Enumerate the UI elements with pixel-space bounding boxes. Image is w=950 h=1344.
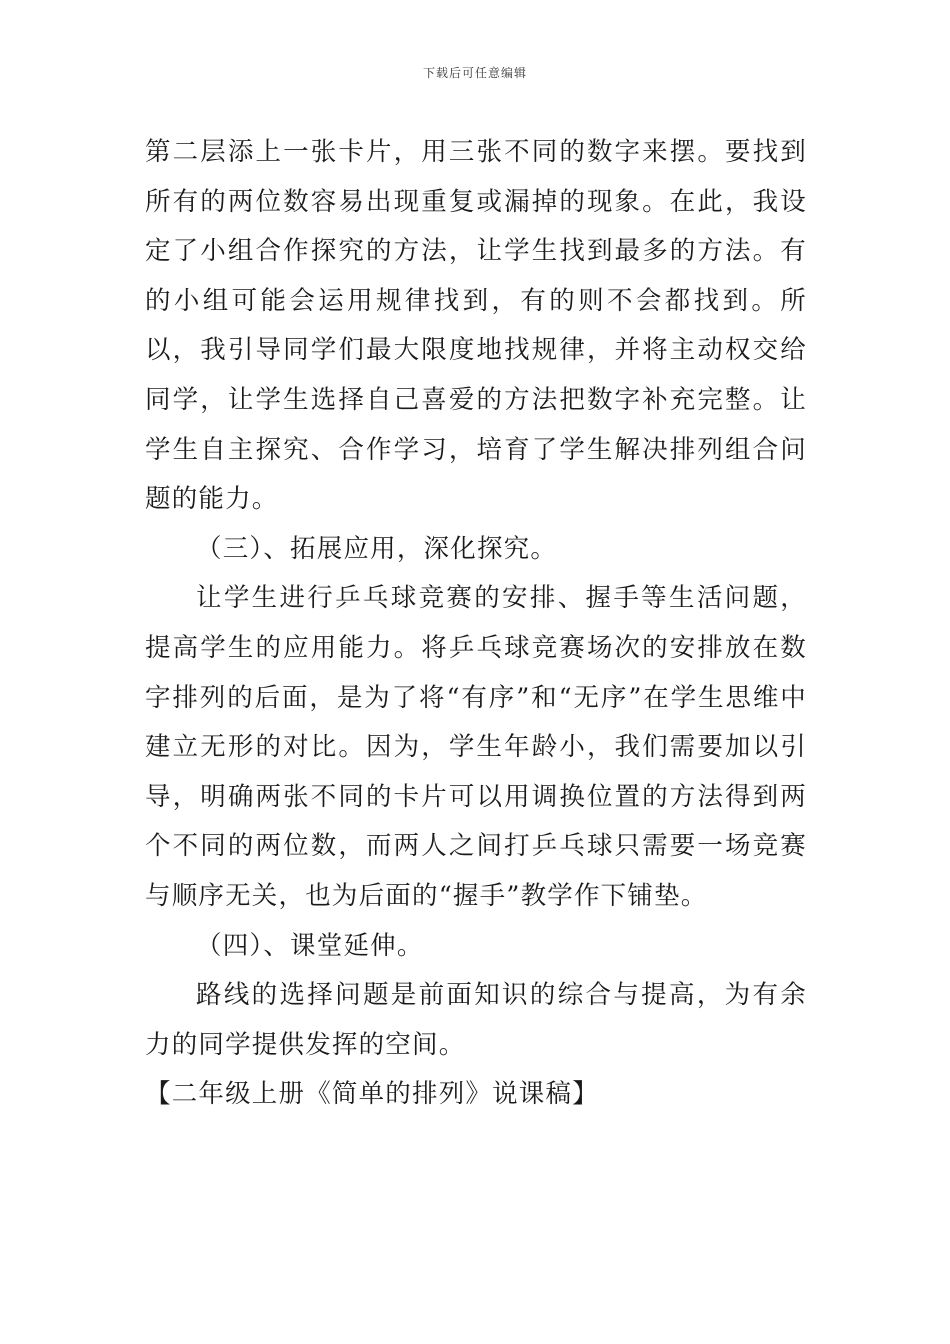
body-paragraph-application: 让学生进行乒乓球竞赛的安排、握手等生活问题，提高学生的应用能力。将乒乓球竞赛场次的安排放在数字排列的后面，是为了将“有序”和“无序”在学生思维中建立无形的对比。因为，学生年龄小，我们需要加以引导，明确两张不同的卡片可以用调换位置的方法得到两个不同的两位数，而两人之间打乒乓球只需要一场竞赛与顺序无关，也为后面的“握手”教学作下铺垫。 bbox=[145, 583, 807, 911]
section-heading-3: （三）、拓展应用，深化探究。 bbox=[196, 533, 558, 564]
section-heading-4: （四）、课堂延伸。 bbox=[196, 930, 424, 961]
body-paragraph-continuation: 第二层添上一张卡片，用三张不同的数字来摆。要找到所有的两位数容易出现重复或漏掉的现象。在此，我设定了小组合作探究的方法，让学生找到最多的方法。有的小组可能会运用规律找到，有的则不会都找到。所以，我引导同学们最大限度地找规律，并将主动权交给同学，让学生选择自己喜爱的方法把数字补充完整。让学生自主探究、合作学习，培育了学生解决排列组合问题的能力。 bbox=[145, 137, 807, 515]
body-paragraph-extension: 路线的选择问题是前面知识的综合与提高，为有余力的同学提供发挥的空间。 bbox=[145, 980, 807, 1060]
page-header-note: 下载后可任意编辑 bbox=[422, 66, 527, 80]
document-body bbox=[145, 128, 807, 1120]
document-title-footer: 【二年级上册《简单的排列》说课稿】 bbox=[145, 1079, 599, 1110]
